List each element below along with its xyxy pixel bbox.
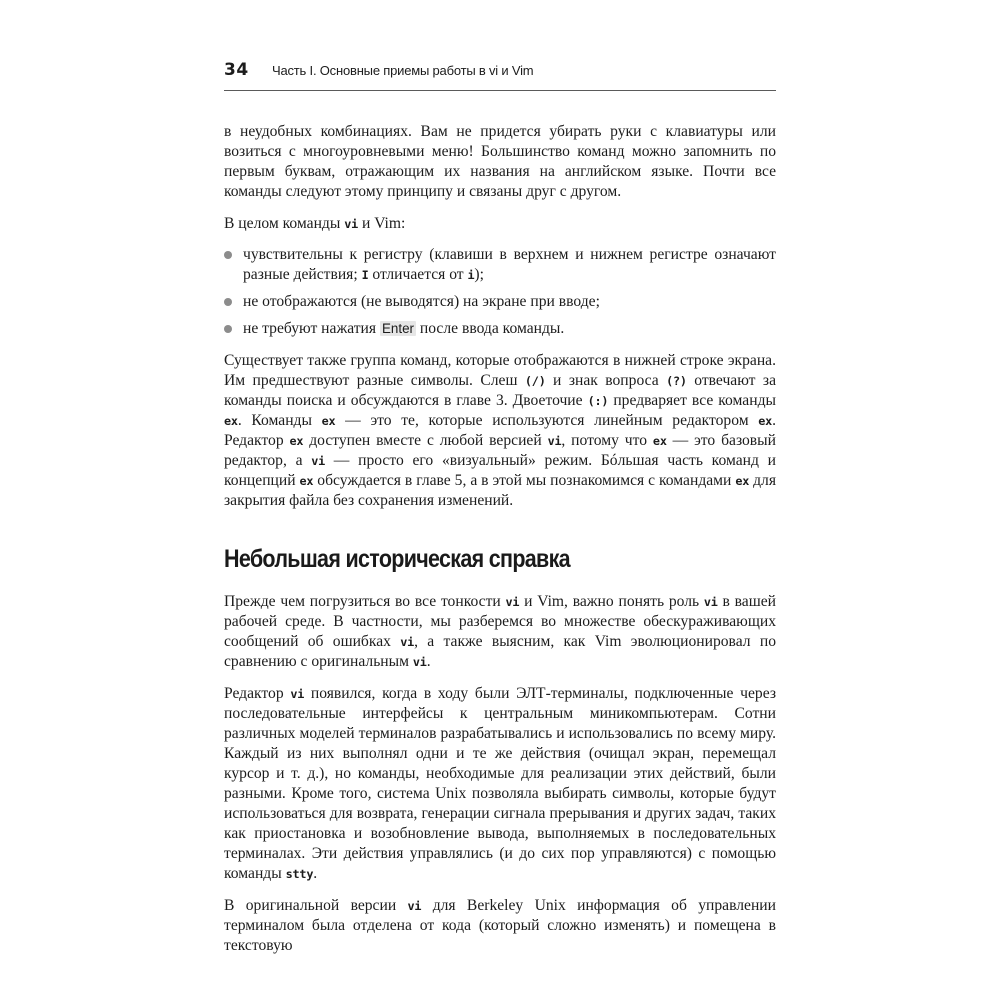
text-run: Прежде чем погрузиться во все тонкости — [224, 593, 506, 610]
history-paragraph-1 — [224, 592, 776, 672]
text-run: обсуждается в главе 5, а в этой мы познакомимся с командами — [313, 472, 736, 489]
text-run: — это базовый редактор, а — [224, 432, 776, 469]
intro-paragraph: в неудобных комбинациях. Вам не придется убирать руки с клавиатуры или возиться с многоуровневыми меню! Большинство команд можно запомнить по первым буквам, отражающим их названия на английском языке. Почти все команды следуют этому принципу и связаны друг с другом. — [224, 123, 776, 200]
text-run: , потому что — [561, 432, 653, 449]
commands-intro-paragraph — [224, 214, 776, 234]
text-run: отвечают за команды поиска и обсуждаются в главе 3. Двоеточие — [224, 372, 776, 409]
inline-code: ex — [289, 434, 304, 448]
text-run: не требуют нажатия — [243, 320, 380, 337]
text-run: и Vim, важно понять роль — [519, 593, 704, 610]
inline-code: vi — [407, 899, 422, 913]
inline-code: vi — [703, 595, 718, 609]
text-run: В оригинальной версии — [224, 897, 408, 914]
text-run: ); — [474, 266, 484, 283]
list-item-no-enter — [224, 319, 776, 339]
inline-code: ex — [735, 474, 750, 488]
text-run: не отображаются (не выводятся) на экране при вводе; — [243, 293, 600, 310]
inline-code: (?) — [666, 374, 687, 388]
inline-code: ex — [652, 434, 667, 448]
text-run: — просто его «визуальный» режим. Бóльшая часть команд и концепций — [224, 452, 776, 489]
section-heading: Небольшая историческая справка — [224, 545, 570, 573]
command-properties-list — [224, 245, 776, 339]
inline-code: vi — [400, 635, 415, 649]
inline-code: ex — [299, 474, 314, 488]
text-run: и Vim: — [358, 215, 406, 232]
text-run: для Berkeley Unix информация об управлении терминалом была отделена от кода (который сложно изменять) и помещена в текстовую — [224, 897, 776, 954]
text-run: . — [313, 865, 318, 882]
inline-code: (/) — [524, 374, 546, 388]
inline-code: ex — [321, 414, 336, 428]
text-run: Существует также группа команд, которые отображаются в нижней строке экрана. Им предшествуют разные символы. Слеш — [224, 352, 776, 389]
inline-code: ex — [224, 414, 238, 428]
text-run: и знак вопроса — [545, 372, 667, 389]
inline-code: vi — [311, 454, 326, 468]
history-paragraph-2 — [224, 684, 776, 884]
text-run: после ввода команды. — [416, 320, 565, 337]
inline-code: (:) — [587, 394, 609, 408]
running-head-title: Часть I. Основные приемы работы в vi и Vim — [272, 63, 534, 78]
text-run: предваряет все команды — [608, 392, 776, 409]
text-run: чувствительны к регистру (клавиши в верхнем и нижнем регистре означают разные действия; — [243, 246, 776, 283]
running-head — [224, 60, 776, 91]
text-run: Редактор — [224, 685, 291, 702]
inline-code: vi — [547, 434, 562, 448]
inline-code: vi — [290, 687, 305, 701]
text-run: . Команды — [237, 412, 322, 429]
text-run: в вашей рабочей среде. В частности, мы разберемся во множестве обескураживающих сообщений об ошибках — [224, 593, 776, 650]
text-run: доступен вместе с любой версией — [303, 432, 548, 449]
text-run: В целом команды — [224, 215, 345, 232]
inline-code: vi — [412, 655, 427, 669]
text-run: появился, когда в ходу были ЭЛТ-терминалы, подключенные через последовательные интерфейсы к центральным миникомпьютерам. Сотни различных моделей терминалов разрабатывались и использовались по всему миру. Каждый из них выполнял одни и те же действия (очищал экран, перемещал курсор и т. д.), но команды, необходимые для реализации этих действий, были разными. Кроме того, система Unix позволяла выбирать символы, которые будут использоваться для возврата, генерации сигнала прерывания и других задач, таких как приостановка и возобновление вывода, выполняемых в последовательных терминалах. Эти действия управлялись (и до сих пор управляются) с помощью команды — [224, 685, 776, 882]
text-run: . — [426, 653, 431, 670]
enter-key-label: Enter — [381, 321, 414, 336]
page-number: 34 — [224, 60, 249, 80]
inline-code: vi — [344, 217, 359, 231]
inline-code: i — [467, 268, 475, 282]
text-run: . Редактор — [224, 412, 776, 449]
list-item-case-sensitive — [224, 245, 776, 285]
text-run: отличается от — [368, 266, 468, 283]
text-run: — это те, которые используются линейным редактором — [335, 412, 759, 429]
ex-commands-paragraph — [224, 351, 776, 511]
inline-code: stty — [285, 867, 314, 881]
text-run: для закрытия файла без сохранения изменений. — [224, 472, 776, 509]
list-item-not-displayed — [224, 292, 776, 312]
history-paragraph-3 — [224, 896, 776, 956]
book-page — [224, 60, 776, 956]
inline-code: ex — [758, 414, 773, 428]
inline-code: vi — [505, 595, 520, 609]
inline-code: I — [361, 268, 369, 282]
text-run: , а также выясним, как Vim эволюционировал по сравнению с оригинальным — [224, 633, 777, 670]
